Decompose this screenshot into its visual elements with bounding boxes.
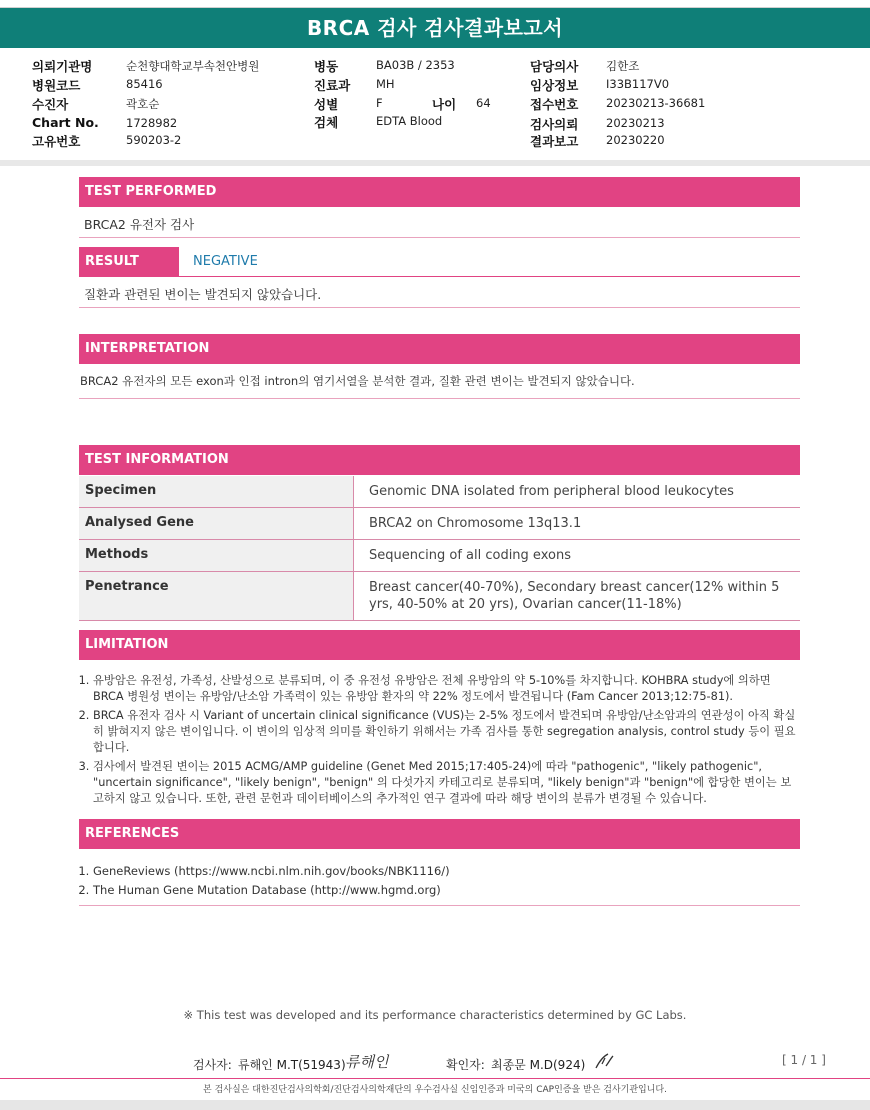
header-divider [0,160,870,166]
interpretation-heading: INTERPRETATION [79,334,800,364]
header-label: Chart No. [32,115,99,130]
confirmer-label: 확인자: [446,1058,485,1072]
report-title: BRCA 검사 검사결과보고서 [0,8,870,48]
header-value: 85416 [126,77,163,91]
table-row [79,572,800,621]
header-value: 곽호순 [126,97,160,111]
result-text: 질환과 관련된 변이는 발견되지 않았습니다. [84,287,322,302]
test-performed-heading: TEST PERFORMED [79,177,800,207]
divider [79,307,800,308]
header-value: 1728982 [126,116,178,130]
header-label: 병원코드 [32,78,81,93]
table-row [79,476,800,508]
header-label: 담당의사 [530,59,579,74]
header-label: 수진자 [32,97,69,112]
references-list [80,862,796,900]
header-value: 590203-2 [126,133,182,147]
age-label: 나이 [432,97,457,112]
info-value: BRCA2 on Chromosome 13q13.1 [353,508,800,539]
confirmer-name: 최종문 M.D(924) [491,1058,586,1072]
header-label: 임상정보 [530,78,579,93]
examiner-signature: 류해인 [345,1053,389,1071]
divider [79,237,800,238]
bottom-strip [0,1100,870,1110]
divider [79,398,800,399]
info-key: Methods [79,540,353,571]
test-information-heading: TEST INFORMATION [79,445,800,475]
header-label: 의뢰기관명 [32,59,93,74]
lab-note: ※ This test was developed and its performance characteristics determined by GC Labs. [183,1008,687,1022]
footer-text: 본 검사실은 대한진단검사의학회/진단검사의학재단의 우수검사실 신임인증과 미국의 CAP인증을 받은 검사기관입니다. [0,1078,870,1100]
examiner-label: 검사자: [193,1058,232,1072]
header-value: BA03B / 2353 [376,58,455,72]
header-value: I33B117V0 [606,77,670,91]
info-value: Sequencing of all coding exons [353,540,800,571]
header-value: 20230220 [606,133,665,147]
list-item: 2. BRCA 유전자 검사 시 Variant of uncertain clinical significance (VUS)는 2-5% 정도에서 발견되며 유방암/난소암과의 연관성이 아직 확실히 밝혀지지 않은 변이입니다. 이 변이의 임상적 의미를 확인하기 위해서는 가족 검사를 통한 segregation analysis, control study 등이 필요합니다. [93,708,796,756]
table-row [79,508,800,540]
table-row [79,540,800,572]
header-label: 진료과 [314,78,351,93]
page-number: [ 1 / 1 ] [782,1053,826,1067]
info-value: Genomic DNA isolated from peripheral blood leukocytes [353,476,800,507]
header-value: EDTA Blood [376,114,443,128]
header-label: 검사의뢰 [530,117,579,132]
list-item: 1. GeneReviews (https://www.ncbi.nlm.nih.gov/books/NBK1116/) [93,862,796,881]
test-performed-text: BRCA2 유전자 검사 [84,217,195,232]
age-value: 64 [476,96,491,110]
header-value: F [376,96,383,110]
header-label: 고유번호 [32,134,81,149]
list-item: 2. The Human Gene Mutation Database (http://www.hgmd.org) [93,881,796,900]
header-label: 병동 [314,59,339,74]
header-label: 접수번호 [530,97,579,112]
info-key: Specimen [79,476,353,507]
info-key: Analysed Gene [79,508,353,539]
header-value: 김한조 [606,59,640,73]
top-strip [0,0,870,8]
limitation-heading: LIMITATION [79,630,800,660]
patient-header [0,55,870,155]
list-item: 3. 검사에서 발견된 변이는 2015 ACMG/AMP guideline (Genet Med 2015;17:405-24)에 따라 "pathogenic", "likely pathogenic", "uncertain significance", "likely benign", "benign" 의 다섯가지 카테고리로 분류되며, "likely benign"과 "benign"에 합당한 변이는 보고하지 않고 있습니다. 또한, 관련 문헌과 데이터베이스의 추가적인 연구 결과에 따라 해당 변이의 분류가 변경될 수 있습니다. [93,759,796,807]
header-label: 성별 [314,97,339,112]
limitation-list [80,673,796,810]
header-label: 검체 [314,115,339,130]
info-key: Penetrance [79,572,353,620]
header-value: 20230213 [606,116,665,130]
examiner-name: 류해인 M.T(51943) [238,1058,346,1072]
test-information-table [79,476,800,621]
header-label: 결과보고 [530,134,579,149]
header-value: 20230213-36681 [606,96,706,110]
info-value: Breast cancer(40-70%), Secondary breast cancer(12% within 5 yrs, 40-50% at 20 yrs), Ovarian cancer(11-18%) [353,572,800,620]
header-value: 순천향대학교부속천안병원 [126,59,260,73]
result-row [79,247,800,277]
confirmer-signature [592,1050,616,1072]
references-heading: REFERENCES [79,819,800,849]
header-value: MH [376,77,395,91]
list-item: 1. 유방암은 유전성, 가족성, 산발성으로 분류되며, 이 중 유전성 유방암은 전체 유방암의 약 5-10%를 차지합니다. KOHBRA study에 의하면 BRCA 병원성 변이는 유방암/난소암 가족력이 있는 유방암 환자의 약 22% 정도에서 발견됩니다 (Fam Cancer 2013;12:75-81). [93,673,796,705]
interpretation-text: BRCA2 유전자의 모든 exon과 인접 intron의 염기서열을 분석한 결과, 질환 관련 변이는 발견되지 않았습니다. [80,374,635,388]
divider [79,905,800,906]
result-value: NEGATIVE [193,254,258,269]
result-label: RESULT [79,247,179,277]
